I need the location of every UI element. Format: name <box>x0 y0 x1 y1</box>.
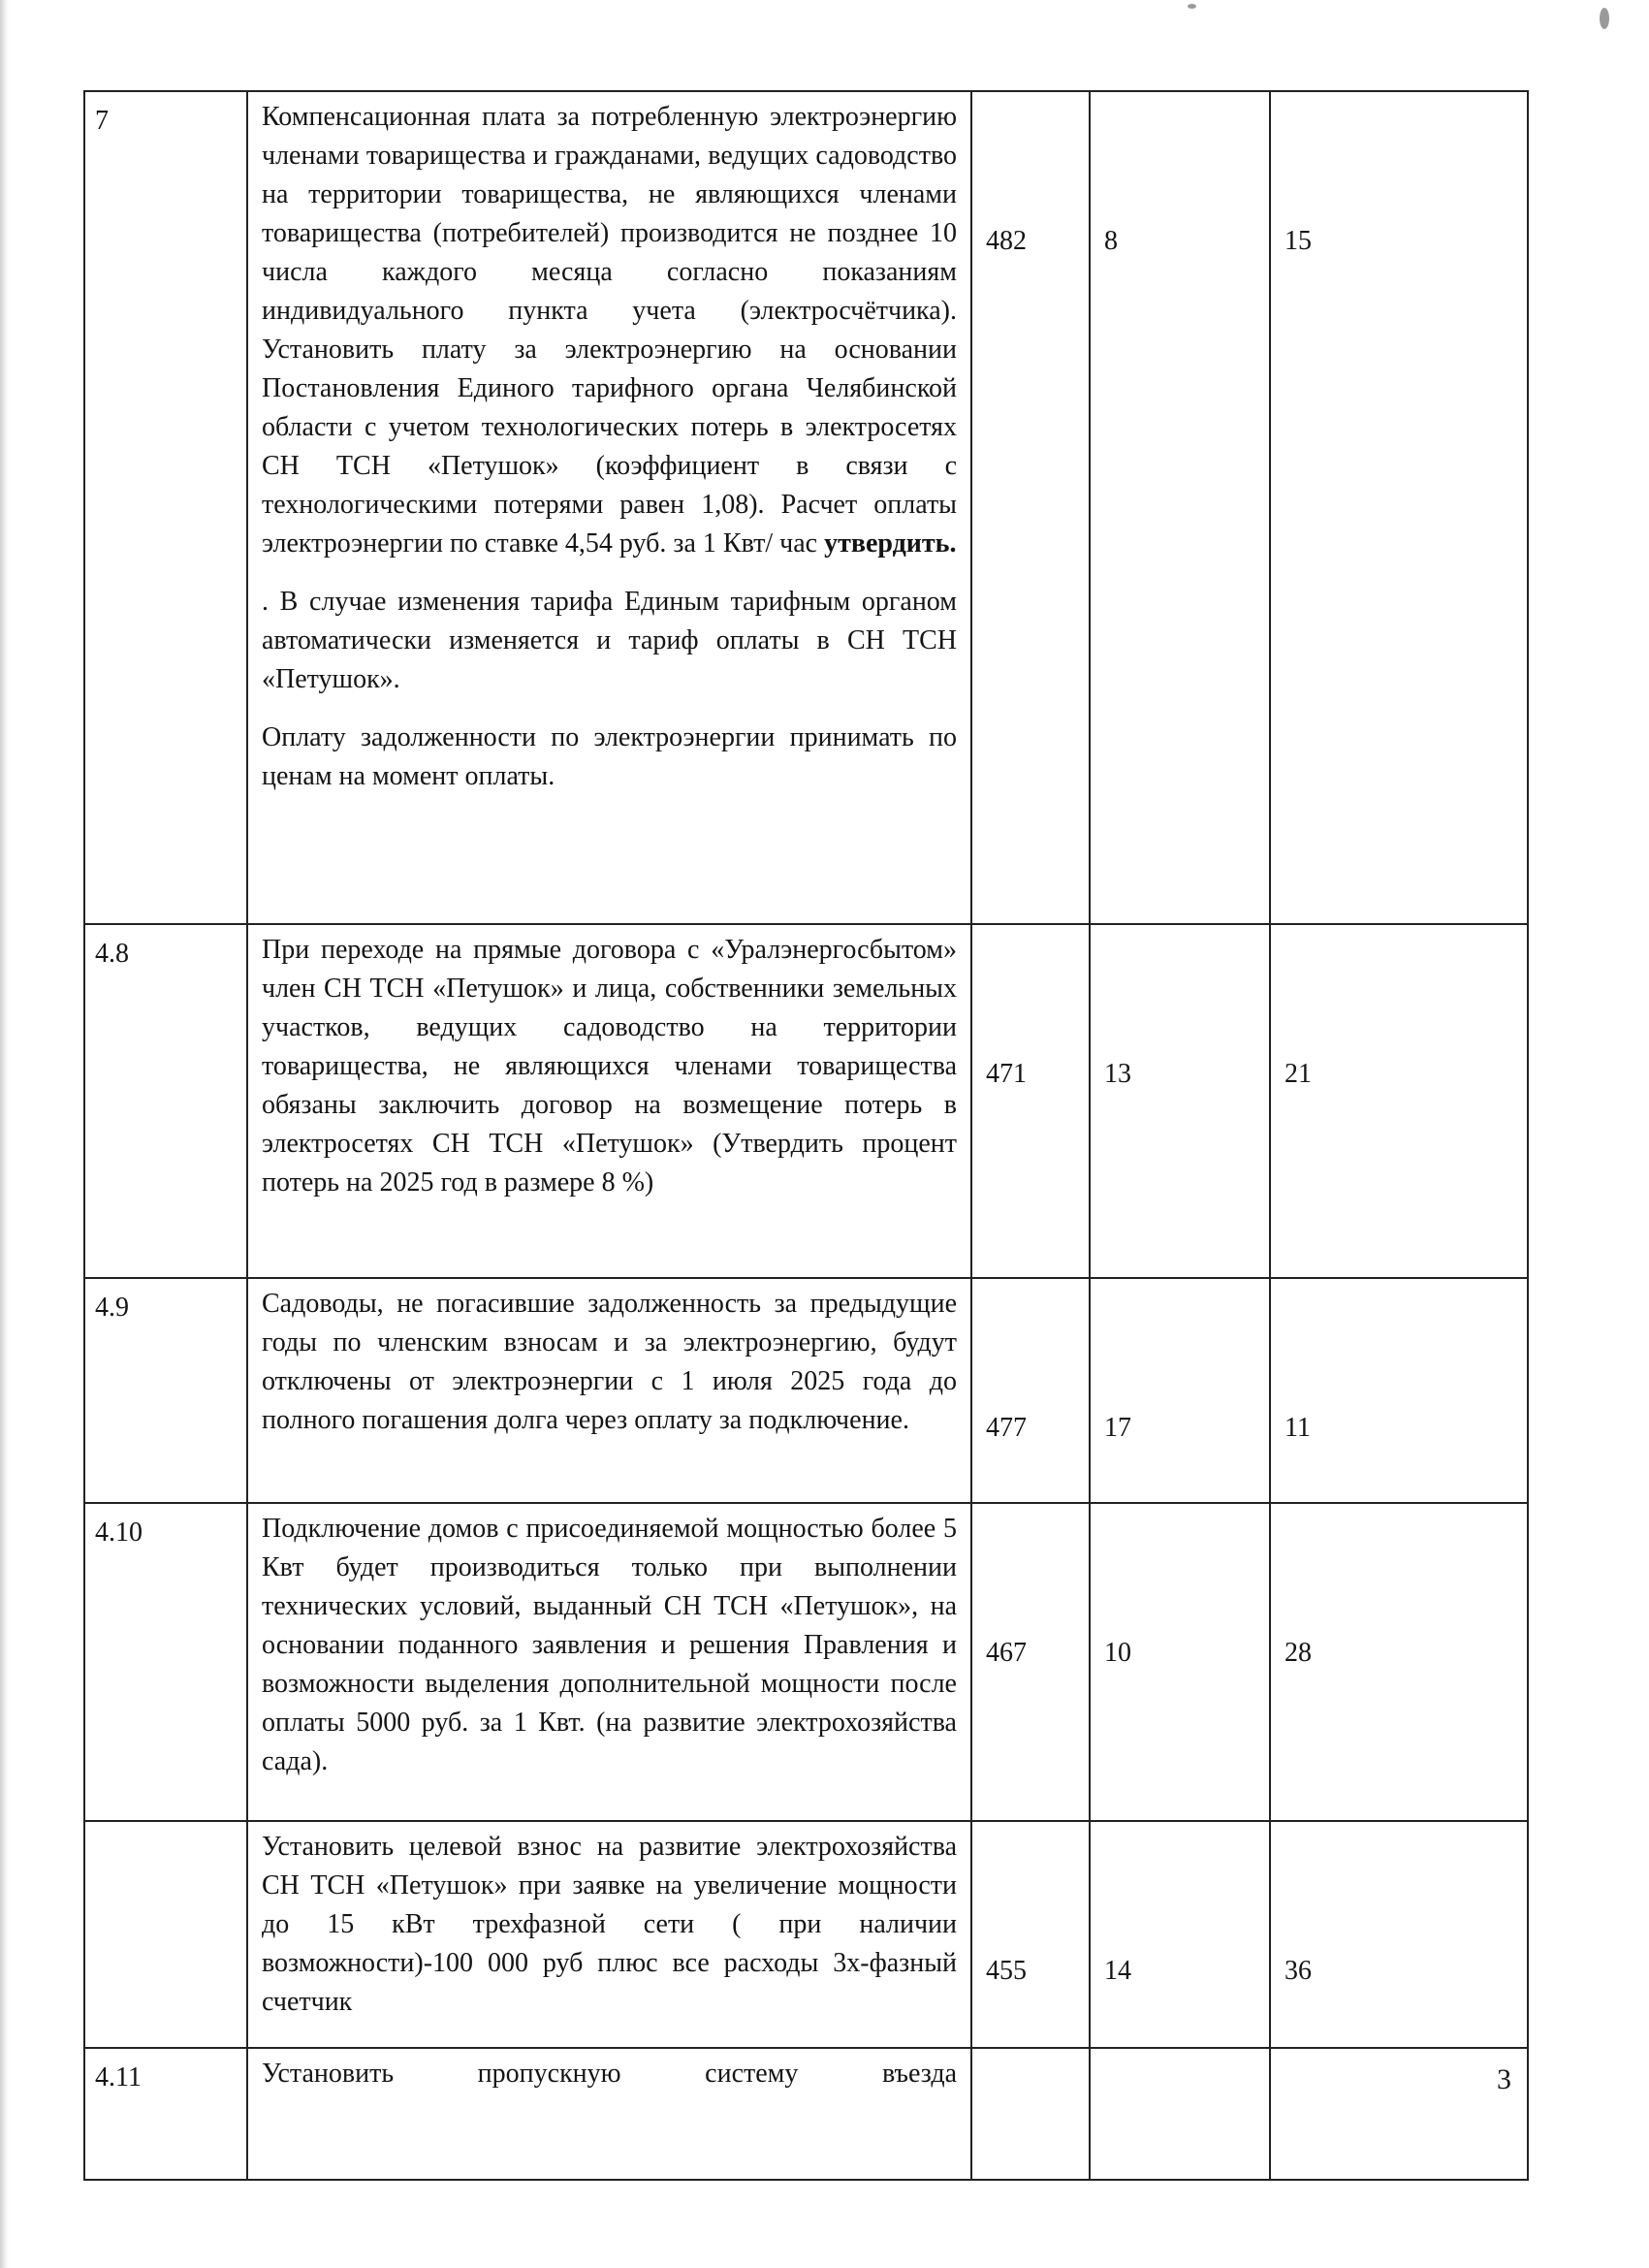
votes-abstain <box>1270 2048 1528 2180</box>
votes-for: 482 <box>971 91 1090 924</box>
page-number: 3 <box>1497 2063 1511 2095</box>
item-text <box>247 91 971 924</box>
item-number: 7 <box>84 91 247 924</box>
item-number: 4.10 <box>84 1503 247 1821</box>
scan-speck <box>1600 8 1609 29</box>
item-number: 4.11 <box>84 2048 247 2180</box>
item-number <box>84 1821 247 2048</box>
item-text: Установить пропускную систему въезда <box>247 2048 971 2180</box>
votes-for: 455 <box>971 1821 1090 2048</box>
table-row <box>84 91 1528 924</box>
item-number: 4.9 <box>84 1278 247 1503</box>
votes-for: 471 <box>971 924 1090 1278</box>
votes-abstain: 36 <box>1270 1821 1528 2048</box>
voting-results-table <box>83 90 1529 2181</box>
votes-against <box>1090 2048 1270 2180</box>
item-bold-suffix: утвердить. <box>824 528 957 559</box>
item-number: 4.8 <box>84 924 247 1278</box>
votes-for: 477 <box>971 1278 1090 1503</box>
votes-against: 10 <box>1090 1503 1270 1821</box>
votes-abstain: 11 <box>1270 1278 1528 1503</box>
table-row <box>84 1821 1528 2048</box>
votes-for <box>971 2048 1090 2180</box>
item-text: Подключение домов с присоединяемой мощностью более 5 Квт будет производиться только при выполнении технических условий, выданный СН ТСН «Петушок», на основании поданного заявления и решения Правления и возможности выделения дополнительной мощности после оплаты 5000 руб. за 1 Квт. (на развитие электрохозяйства сада). <box>247 1503 971 1821</box>
table-row <box>84 1503 1528 1821</box>
scan-edge-shadow <box>0 0 10 2268</box>
votes-abstain: 21 <box>1270 924 1528 1278</box>
votes-for: 467 <box>971 1503 1090 1821</box>
votes-against: 8 <box>1090 91 1270 924</box>
item-text: Установить целевой взнос на развитие электрохозяйства СН ТСН «Петушок» при заявке на увеличение мощности до 15 кВт трехфазной сети ( при наличии возможности)-100 000 руб плюс все расходы 3х-фазный счетчик <box>247 1821 971 2048</box>
votes-against: 14 <box>1090 1821 1270 2048</box>
item-text: Садоводы, не погасившие задолженность за предыдущие годы по членским взносам и за электроэнергию, будут отключены от электроэнергии с 1 июля 2025 года до полного погашения долга через оплату за подключение. <box>247 1278 971 1503</box>
votes-abstain: 28 <box>1270 1503 1528 1821</box>
table-row <box>84 2048 1528 2180</box>
table-row <box>84 924 1528 1278</box>
votes-abstain: 15 <box>1270 91 1528 924</box>
votes-against: 13 <box>1090 924 1270 1278</box>
item-paragraph: . В случае изменения тарифа Единым тарифным органом автоматически изменяется и тариф оплаты в СН ТСН «Петушок». <box>262 587 957 694</box>
item-paragraph: Компенсационная плата за потребленную электроэнергию членами товарищества и гражданами, ведущих садоводство на территории товарищества, не являющихся членами товарищества (потребителей) производится не позднее 10 числа каждого месяца согласно показаниям индивидуального пункта учета (электросчётчика). Установить плату за электроэнергию на основании Постановления Единого тарифного органа Челябинской области с учетом технологических потерь в электросетях СН ТСН «Петушок» (коэффициент в связи с технологическими потерями равен 1,08). Расчет оплаты электроэнергии по ставке 4,54 руб. за 1 Квт/ час утвердить. <box>262 102 957 559</box>
votes-against: 17 <box>1090 1278 1270 1503</box>
scan-speck <box>1188 4 1196 9</box>
item-text: При переходе на прямые договора с «Уралэнергосбытом» член СН ТСН «Петушок» и лица, собственники земельных участков, ведущих садоводство на территории товарищества, не являющихся членами товарищества обязаны заключить договор на возмещение потерь в электросетях СН ТСН «Петушок» (Утвердить процент потерь на 2025 год в размере 8 %) <box>247 924 971 1278</box>
item-paragraph: Оплату задолженности по электроэнергии принимать по ценам на момент оплаты. <box>262 722 957 791</box>
table-row <box>84 1278 1528 1503</box>
